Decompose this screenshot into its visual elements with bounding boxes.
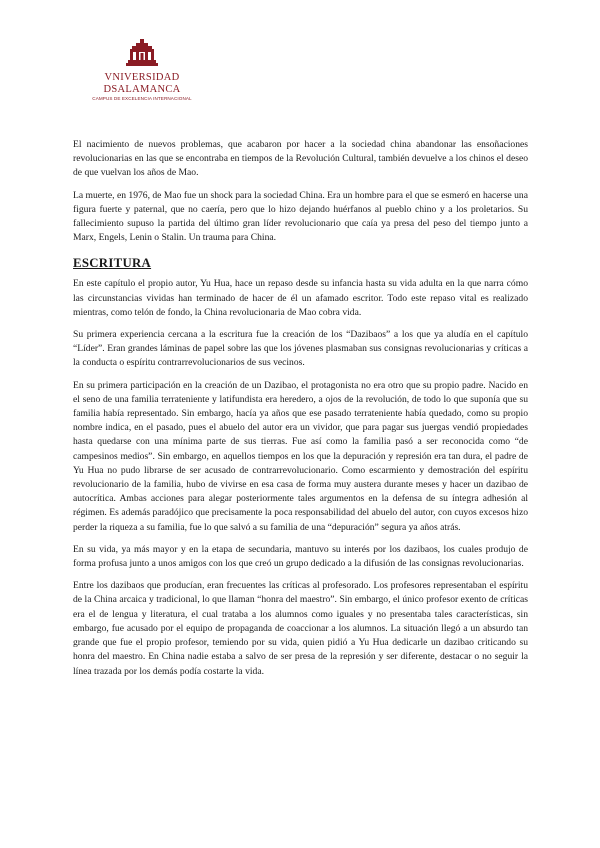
logo-text-university: VNIVERSIDAD (104, 72, 180, 83)
logo-text-campus: CAMPUS DE EXCELENCIA INTERNACIONAL (92, 96, 192, 101)
document-body (73, 138, 528, 687)
section-paragraph-4: En su vida, ya más mayor y en la etapa de secundaria, mantuvo su interés por los dazibaos, los cuales produjo de forma profusa junto a unos amigos con los que creó un grupo dedicado a la difusión de las consignas revolucionarias. (73, 543, 528, 570)
section-paragraph-3: En su primera participación en la creación de un Dazibao, el protagonista no era otro que su propio padre. Nacido en el seno de una familia terrateniente y latifundista era heredero, a ojos de la revolución, de todo lo que suponía que su familia había representado. Sin embargo, hacía ya años que ese pasado terrateniente había quedado, como su propio nombre indica, en el pasado, pues el abuelo del autor era un vividor, que para pagar sus juergas vendió propiedades hasta quedarse con una mínima parte de sus tierras. Fue así como la familia pasó a ser reconocida como “de campesinos medios”. Sin embargo, en aquellos tiempos en los que la depuración y represión era tan dura, el padre de Yu Hua no pudo librarse de ser acusado de contrarrevolucionario. Como escarmiento y demostración del espíritu revolucionario de la familia, hubo de vivirse en esa casa de forma muy austera durante meses y hacer un dazibao de autocrítica. Ambas acciones para alegar posteriormente tales argumentos en la defensa de su íntegra adhesión al régimen. Es además paradójico que precisamente la poca responsabilidad del abuelo del autor, con cuyos excesos hizo perder la riqueza a su familia, fue lo que salvó a su familia de una “depuración” segura ya años atrás. (73, 379, 528, 533)
intro-paragraph-2: La muerte, en 1976, de Mao fue un shock para la sociedad China. Era un hombre para el que se esmeró en hacerse una figura fuerte y paternal, que no caería, pero que lo hizo dejando huérfanos al pueblo chino y a los proletarios. Su fallecimiento supuso la partida del último gran líder revolucionario que caía ya presa del peso del tiempo junto a Marx, Engels, Lenin o Stalin. Un trauma para China. (73, 189, 528, 244)
section-paragraph-5: Entre los dazibaos que producían, eran frecuentes las críticas al profesorado. Los profesores representaban el espíritu de la China arcaica y tradicional, lo que llaman “honra del maestro”. Sin embargo, el único profesor exento de críticas era el de lengua y literatura, el cual trataba a los alumnos como iguales y no presentaba tales características, sin embargo, fue acusado por el equipo de propaganda de coaccionar a los alumnos. La situación llegó a un absurdo tan grande que fue el propio profesor, temiendo por su vida, quien pidió a Yu Hua dedicarle un dazibao criticando su honra del maestro. En China nadie estaba a salvo de ser presa de la represión y ser diferente, destacar o no seguir la línea trazada por los demás podía costarte la vida. (73, 580, 528, 677)
section-paragraph-2: Su primera experiencia cercana a la escritura fue la creación de los “Dazibaos” a los que ya aludía en el capítulo “Líder”. Eran grandes láminas de papel sobre las que los jóvenes plasmaban sus consignas revolucionarias y críticas a la conducta o espíritu contrarrevolucionarios de sus vecinos. (73, 329, 528, 369)
section-heading: ESCRITURA (73, 256, 152, 271)
logo-text-salamanca: DSALAMANCA (103, 84, 181, 95)
intro-paragraph-1: El nacimiento de nuevos problemas, que acabaron por hacer a la sociedad china abandonar las ensoñaciones revolucionarias en las que se encontraba en tiempos de la Revolución Cultural, también devuelve a los chinos el deseo de que vuelvan los años de Mao. (73, 139, 528, 179)
section-paragraph-1: En este capítulo el propio autor, Yu Hua, hace un repaso desde su infancia hasta su vida adulta en la que narra cómo las circunstancias vividas han terminado de hacer de él un afamado escritor. Todo este repaso vital es realizado mientras, como telón de fondo, la China revolucionaria de Mao cobra vida. (73, 278, 528, 318)
university-crest-icon (124, 38, 160, 68)
university-logo (0, 38, 600, 108)
